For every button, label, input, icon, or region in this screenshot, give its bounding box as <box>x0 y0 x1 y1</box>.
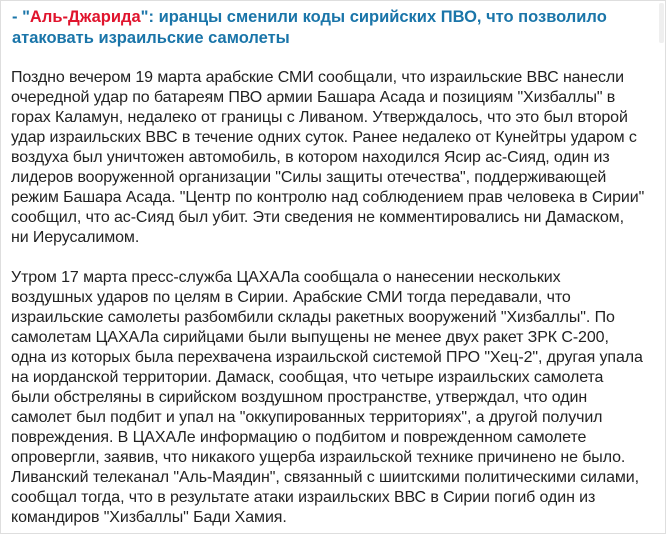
article-paragraph-1: Поздно вечером 19 марта арабские СМИ сообщали, что израильские ВВС нанесли очередной удар по батареям ПВО армии Башара Асада и позициям "Хизбаллы" в горах Каламун, недалеко от границы с Ливаном. Утверждалось, что это был второй удар израильских ВВС в течение одних суток. Ранее недалеко от Кунейтры ударом с воздуха был уничтожен автомобиль, в котором находился Ясир ас-Сияд, один из лидеров вооруженной организации "Силы защиты отечества", поддерживающей режим Башара Асада. "Центр по контролю над соблюдением прав человека в Сирии" сообщил, что ас-Сияд был убит. Эти сведения не комментировались ни Дамаском, ни Иерусалимом. <box>11 69 645 246</box>
article-paragraph-2: Утром 17 марта пресс-служба ЦАХАЛа сообщала о нанесении нескольких воздушных ударов по целям в Сирии. Арабские СМИ тогда передавали, что израильские самолеты разбомбили склады ракетных вооружений "Хизбаллы". По самолетам ЦАХАЛа сирийцами были выпущены не менее двух ракет ЗРК С-200, одна из которых была перехвачена израильской системой ПРО "Хец-2", другая упала на иорданской территории. Дамаск, сообщая, что четыре израильских самолета были обстреляны в сирийском воздушном пространстве, утверждал, что один самолет был подбит и упал на "оккупированных территориях", а другой получил повреждения. В ЦАХАЛе информацию о подбитом и поврежденном самолете опровергли, заявив, что никакого ущерба израильской технике причинено не было. Ливанский телеканал "Аль-Маядин", связанный с шиитскими политическими силами, сообщал тогда, что в результате атаки израильских ВВС в Сирии погиб один из командиров "Хизбаллы" Бади Хамия. <box>11 269 643 526</box>
article-body <box>11 68 645 534</box>
headline-dash: - <box>12 8 18 26</box>
headline-text: : иранцы сменили коды сирийских ПВО, что позволило атаковать израильские самолеты <box>12 8 607 47</box>
headline-open-quote: " <box>17 8 30 26</box>
article-headline[interactable] <box>12 7 652 49</box>
headline-source-name: Аль-Джарида <box>29 8 141 26</box>
scrollbar[interactable] <box>659 3 664 43</box>
headline-close-quote: " <box>140 8 149 26</box>
